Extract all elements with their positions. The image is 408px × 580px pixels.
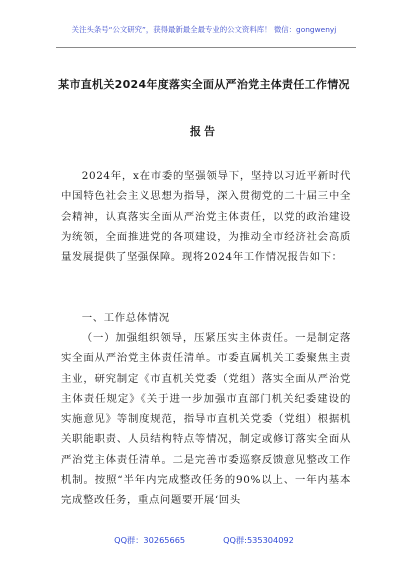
section-heading: 一、工作总体情况 xyxy=(81,312,170,324)
footer-qq-group-1: QQ群：30265665 xyxy=(114,535,186,545)
document-title: 某市直机关2024年度落实全面从严治党主体责任工作情况 xyxy=(58,78,350,91)
footer-qq-group-2: QQ群:535304092 xyxy=(223,535,294,545)
header-banner: 关注头条号“公文研究”，获得最新最全最专业的公文资料库！ 微信：gongwenyj xyxy=(71,25,337,34)
section-paragraph: （一）加强组织领导，压紧压实主体责任。一是制定落实全面从严治党主体责任清单。市委直属机关工委聚焦主责主业，研究制定《市直机关党委（党组）落实全面从严治党主体责任规定》《关于进一步加强市直部门机关纪委建设的实施意见》等制度规范，指导市直机关党委（党组）根据机关职能职责、人员结构特点等情况，制定或修订落实全面从严治党主体责任清单。二是完善市委巡察反馈意见整改工作机制。按照“半年内完成整改任务的90%以上、一年内基本完成整改任务，重点问题要开展‘回头 xyxy=(61,332,351,507)
document-subtitle: 报告 xyxy=(190,125,218,138)
intro-paragraph: 2024年，x在市委的坚强领导下，坚持以习近平新时代中国特色社会主义思想为指导，深入贯彻党的二十届三中全会精神，认真落实全面从严治党主体责任，以党的政治建设为统领，全面推进党的各项建设，为推动全市经济社会高质量发展提供了坚强保障。现将2024年工作情况报告如下： xyxy=(61,170,351,264)
footer xyxy=(0,535,408,546)
header-divider xyxy=(56,47,356,48)
